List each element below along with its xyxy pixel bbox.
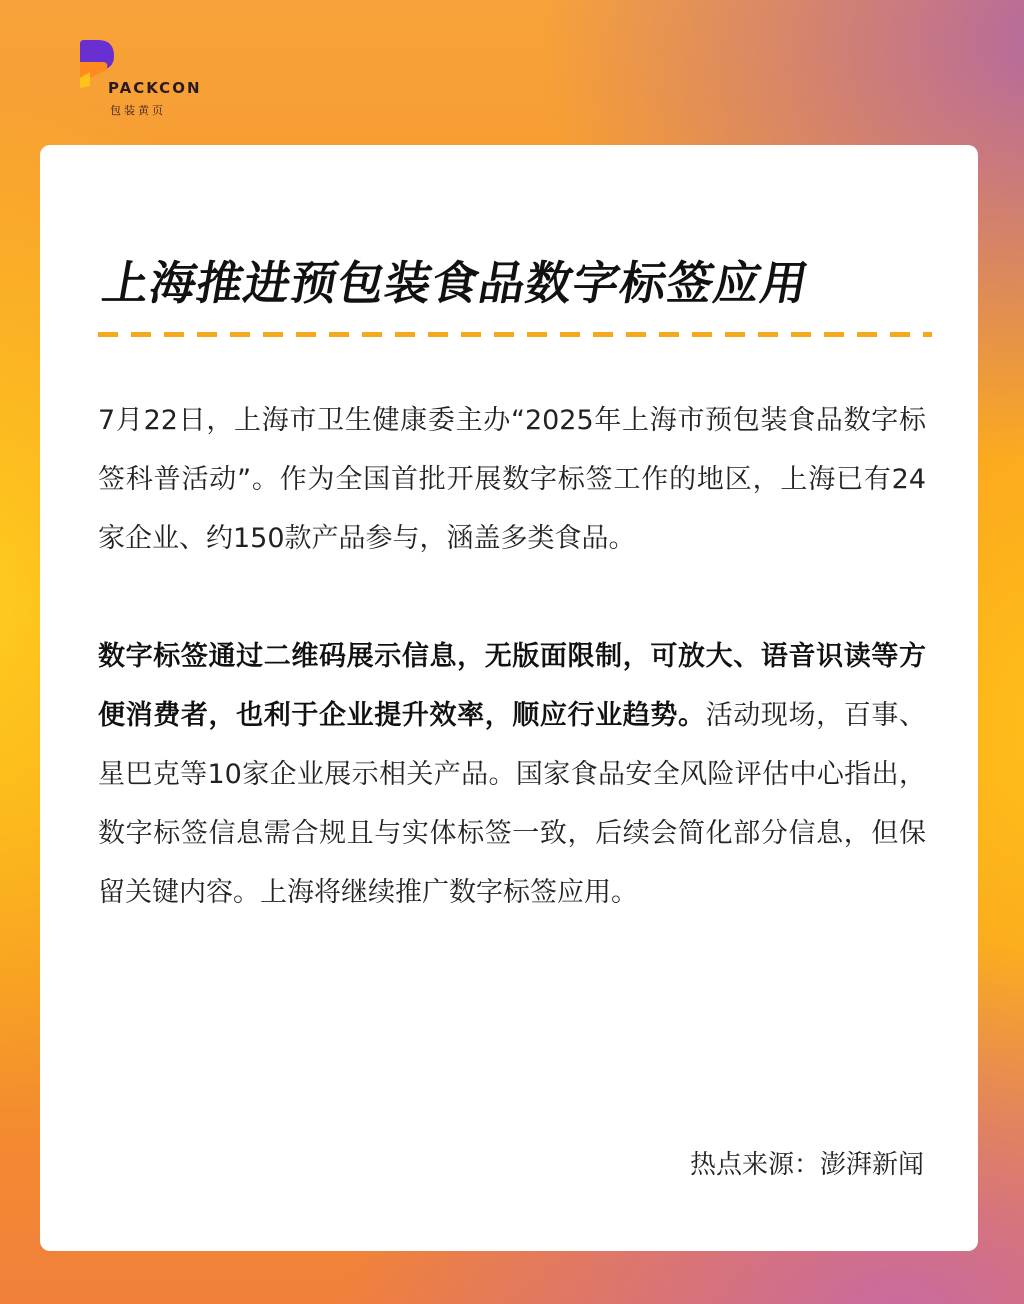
paragraph-2-highlight: 数字标签通过二维码展示信息，无版面限制，可放大、语音识读等方便消费者，也利于企业提升效率，顺应行业趋势。 bbox=[98, 641, 926, 731]
news-source: 热点来源：澎湃新闻 bbox=[689, 1150, 924, 1180]
article-paragraph-2 bbox=[98, 627, 926, 922]
article-card bbox=[40, 145, 978, 1251]
brand-name: PACKCON bbox=[108, 79, 202, 97]
title-divider bbox=[98, 332, 932, 337]
article-title: 上海推进预包装食品数字标签应用 bbox=[98, 256, 814, 310]
article-paragraph-1: 7月22日，上海市卫生健康委主办“2025年上海市预包装食品数字标签科普活动”。作为全国首批开展数字标签工作的地区，上海已有24家企业、约150款产品参与，涵盖多类食品。 bbox=[98, 405, 926, 554]
brand-subtitle: 包装黄页 bbox=[110, 104, 166, 117]
brand-logo bbox=[76, 36, 236, 122]
paragraph-2-body: 活动现场，百事、星巴克等10家企业展示相关产品。国家食品安全风险评估中心指出，数字标签信息需合规且与实体标签一致，后续会简化部分信息，但保留关键内容。上海将继续推广数字标签应用。 bbox=[98, 700, 927, 908]
